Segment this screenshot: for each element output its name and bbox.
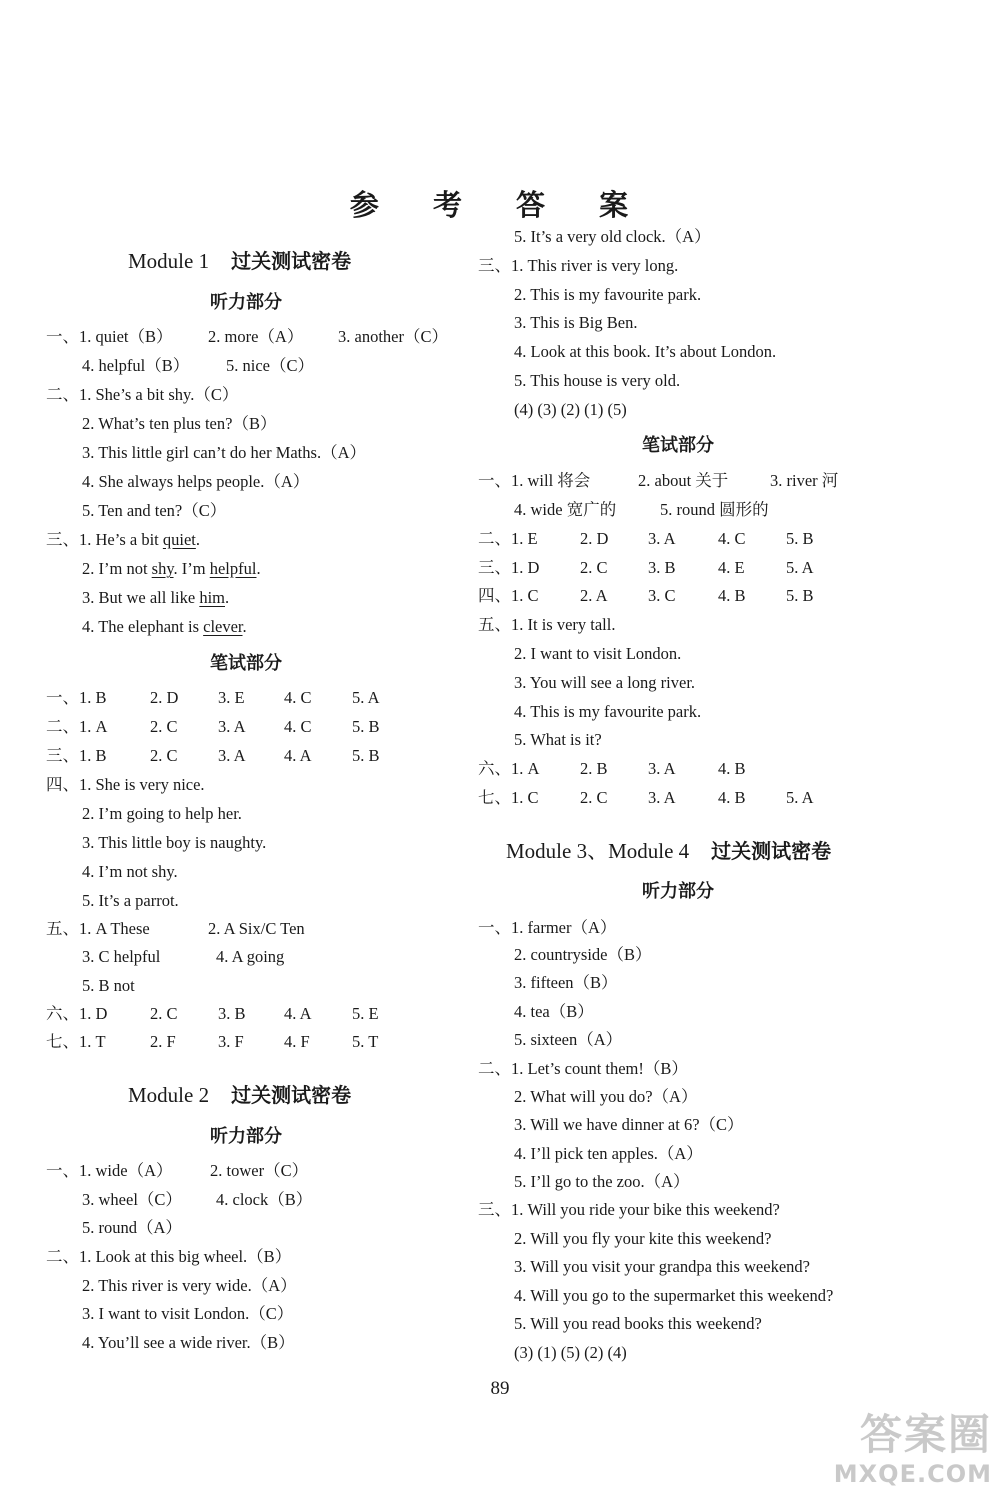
answer: 三、1. Will you ride your bike this weekend? [478,1200,780,1219]
module1-title-cn: 过关测试密卷 [231,249,352,273]
answer: 一、1. wide（A） [46,1161,173,1180]
answer: 5. I’ll go to the zoo.（A） [514,1172,690,1191]
answer-text: 4. The elephant is [82,617,204,636]
answer-dot: . [225,588,230,607]
answer: 2. B [580,759,608,778]
answer: 5. A [786,558,814,577]
page-title: 参 考 答 案 [349,188,651,222]
answer: 3. river 河 [770,471,839,490]
answer: 二、1. Let’s count them!（B） [478,1059,688,1078]
answer: 六、1. D [46,1004,108,1023]
answer: 5. A [352,688,380,707]
answer: 3. E [218,688,245,707]
page-number: 89 [490,1378,510,1399]
answer: 3. wheel（C） [82,1190,182,1209]
answer: 2. What will you do?（A） [514,1087,698,1106]
answer: 5. round 圆形的 [660,500,769,519]
answer: 2. D [580,529,609,548]
answer: 2. C [580,558,608,577]
module1-title: Module 1 [128,249,210,273]
watermark-logo [812,1410,992,1502]
answer: 3. You will see a long river. [514,673,696,692]
answer: 3. I want to visit London.（C） [82,1304,294,1323]
module34-title-cn: 过关测试密卷 [711,839,832,863]
answer: 五、1. A These [46,919,150,938]
m2-written-heading: 笔试部分 [642,435,714,456]
answer: 2. F [150,1032,176,1051]
answer: 一、1. will 将会 [478,471,591,490]
module2-heading [128,1080,351,1110]
answer: 3. F [218,1032,244,1051]
answer: 5. B not [82,976,135,995]
answer: 2. This river is very wide.（A） [82,1276,297,1295]
answer: 2. I’m going to help her. [82,804,242,823]
answer-text: 2. I’m not [82,559,152,578]
answer: 七、1. T [46,1032,106,1051]
answer: 3. fifteen（B） [514,973,618,992]
answer-text: . I’m [173,559,210,578]
answer: 三、1. D [478,558,540,577]
answer: 5. Will you read books this weekend? [514,1314,762,1333]
answer: 5. B [352,717,380,736]
answer: 5. What is it? [514,730,602,749]
watermark-text: 答案圈 [859,1410,992,1459]
module2-title: Module 2 [128,1083,210,1107]
answer: 一、1. quiet（B） [46,327,173,346]
answer-fill [82,615,247,639]
answer: 3. A [218,746,246,765]
answer: 3. A [648,759,676,778]
answer: 4. Will you go to the supermarket this weekend? [514,1286,834,1305]
answer: 2. Will you fly your kite this weekend? [514,1229,772,1248]
answer: 5. It’s a parrot. [82,891,179,910]
answer: 4. C [718,529,746,548]
answer: 4. clock（B） [216,1190,313,1209]
answer-dot: . [195,530,200,549]
answer: 三、1. This river is very long. [478,256,679,275]
answer: 5. T [352,1032,379,1051]
answer: 2. C [150,717,178,736]
answer: 二、1. She’s a bit shy.（C） [46,385,239,404]
answer: 5. round（A） [82,1218,182,1237]
answer: 2. This is my favourite park. [514,285,702,304]
answer: 4. Look at this book. It’s about London. [514,342,777,361]
answer: 5. E [352,1004,379,1023]
answer: 3. A [648,529,676,548]
answer: 5. This house is very old. [514,371,681,390]
answer-underlined: clever [203,617,243,636]
answer: 5. B [786,529,814,548]
answer: 3. A [218,717,246,736]
answer-underlined: shy [151,559,174,578]
answer-fill [82,557,261,581]
answer: 2. C [150,1004,178,1023]
answer-fill [46,528,200,552]
answer: 3. B [218,1004,246,1023]
answer: 4. B [718,788,746,807]
answer: 5. It’s a very old clock.（A） [514,227,711,246]
answer: 4. E [718,558,745,577]
answer: 4. I’ll pick ten apples.（A） [514,1144,703,1163]
answer: 4. B [718,759,746,778]
answer: 4. She always helps people.（A） [82,472,310,491]
answer: 七、1. C [478,788,539,807]
answer: 3. This is Big Ben. [514,313,638,332]
answer-text: 3. But we all like [82,588,200,607]
answer: 4. A going [216,947,285,966]
answer: 四、1. C [478,586,539,605]
m34-listening-heading: 听力部分 [642,881,714,902]
answer: 二、1. E [478,529,538,548]
answer: 5. B [786,586,814,605]
answer: 5. sixteen（A） [514,1030,623,1049]
answer: 5. nice（C） [226,356,314,375]
answer: 4. B [718,586,746,605]
answer: 3. C [648,586,676,605]
m2-listening-heading: 听力部分 [210,1126,282,1147]
answer: 二、1. Look at this big wheel.（B） [46,1247,292,1266]
answer: 5. B [352,746,380,765]
answer: 4. I’m not shy. [82,862,178,881]
answer-order: (3) (1) (5) (2) (4) [514,1343,627,1362]
answer: 一、1. B [46,688,107,707]
answer: 2. tower（C） [210,1161,309,1180]
answer: 3. This little girl can’t do her Maths.（A） [82,443,366,462]
answer: 3. B [648,558,676,577]
answer: 2. A Six/C Ten [208,919,305,938]
answer: 3. C helpful [82,947,161,966]
answer: 2. I want to visit London. [514,644,682,663]
m1-written-heading: 笔试部分 [210,653,282,674]
answer: 五、1. It is very tall. [478,615,616,634]
answer: 4. A [284,746,312,765]
answer: 3. Will we have dinner at 6?（C） [514,1115,744,1134]
answer: 5. Ten and ten?（C） [82,501,227,520]
answer-dot: . [242,617,247,636]
answer-text: 三、1. He’s a bit [46,530,163,549]
answer: 2. A [580,586,608,605]
answer-underlined: helpful [209,559,257,578]
answer: 2. about 关于 [638,471,729,490]
answer: 2. countryside（B） [514,945,652,964]
answer: 2. more（A） [208,327,304,346]
answer: 4. A [284,1004,312,1023]
answer: 四、1. She is very nice. [46,775,205,794]
answer: 2. What’s ten plus ten?（B） [82,414,277,433]
answer: 六、1. A [478,759,540,778]
answer-order: (4) (3) (2) (1) (5) [514,400,627,419]
answer: 4. This is my favourite park. [514,702,702,721]
m1-l1-row1 [46,325,173,349]
answer: 一、1. farmer（A） [478,918,617,937]
answer: 4. C [284,717,312,736]
module1-heading [128,246,351,276]
answer: 二、1. A [46,717,108,736]
answer-underlined: quiet [162,530,196,549]
answer: 4. You’ll see a wide river.（B） [82,1333,295,1352]
answer: 2. D [150,688,179,707]
watermark-url: MXQE.COM [833,1460,992,1488]
answer-dot: . [256,559,261,578]
answer: 5. A [786,788,814,807]
answer: 2. C [150,746,178,765]
answer: 4. helpful（B） [82,356,190,375]
answer: 三、1. B [46,746,107,765]
m1-listening-heading: 听力部分 [210,292,282,313]
answer: 3. This little boy is naughty. [82,833,267,852]
module34-heading [506,836,831,866]
answer-fill [82,586,229,610]
answer: 3. Will you visit your grandpa this weekend? [514,1257,810,1276]
module2-title-cn: 过关测试密卷 [231,1083,352,1107]
answer: 4. C [284,688,312,707]
module34-title: Module 3、Module 4 [506,839,690,863]
answer: 3. another（C） [338,327,448,346]
answer: 4. tea（B） [514,1002,594,1021]
answer-underlined: him [199,588,225,607]
answer: 2. C [580,788,608,807]
answer: 4. wide 宽广的 [514,500,617,519]
answer: 3. A [648,788,676,807]
answer: 4. F [284,1032,310,1051]
